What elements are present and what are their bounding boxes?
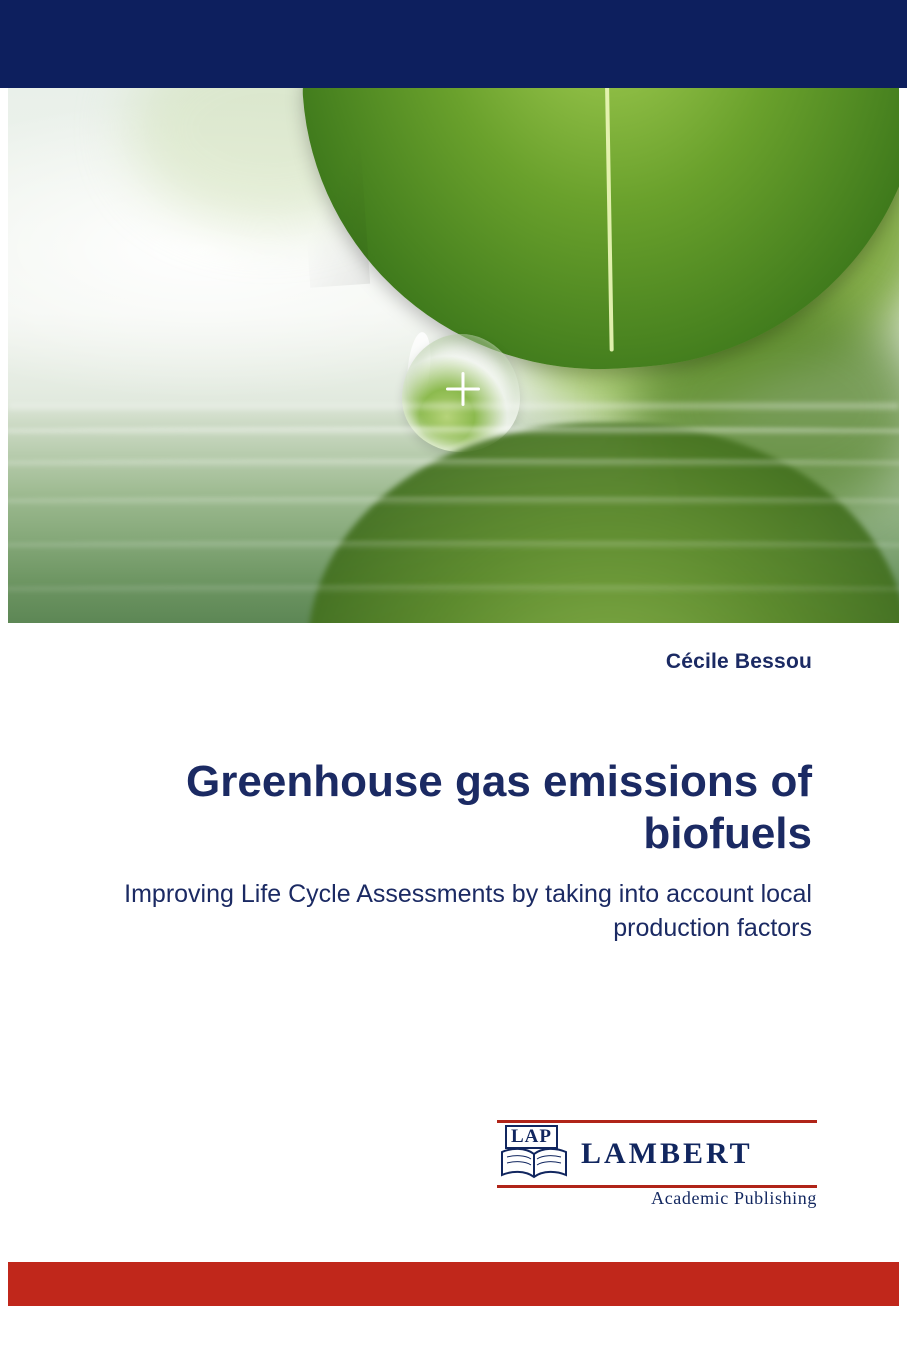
publisher-main-row — [497, 1123, 817, 1185]
bottom-color-band — [8, 1262, 899, 1306]
leaf-vein — [603, 88, 614, 352]
publisher-name: LAMBERT — [581, 1137, 753, 1171]
ripple-line — [8, 497, 899, 506]
open-book-icon — [499, 1145, 569, 1186]
publisher-mark — [497, 1125, 573, 1183]
publisher-wordmark — [581, 1138, 817, 1170]
author-name: Cécile Bessou — [665, 650, 812, 673]
book-title: Greenhouse gas emissions of biofuels — [186, 757, 812, 858]
publisher-tagline: Academic Publishing — [651, 1188, 817, 1208]
lap-badge: LAP — [505, 1125, 558, 1149]
cover-photo — [8, 88, 899, 623]
book-subtitle: Improving Life Cycle Assessments by taking into account local production factors — [124, 879, 812, 942]
ripple-line — [8, 541, 899, 550]
water-streak — [8, 403, 899, 409]
water-reflection — [8, 393, 899, 623]
cover-text-block — [52, 650, 812, 945]
ripple-line — [8, 459, 899, 468]
top-color-band — [0, 0, 907, 88]
publisher-logo — [497, 1120, 817, 1209]
ripple-line — [8, 427, 899, 436]
ripple-line — [8, 585, 899, 594]
